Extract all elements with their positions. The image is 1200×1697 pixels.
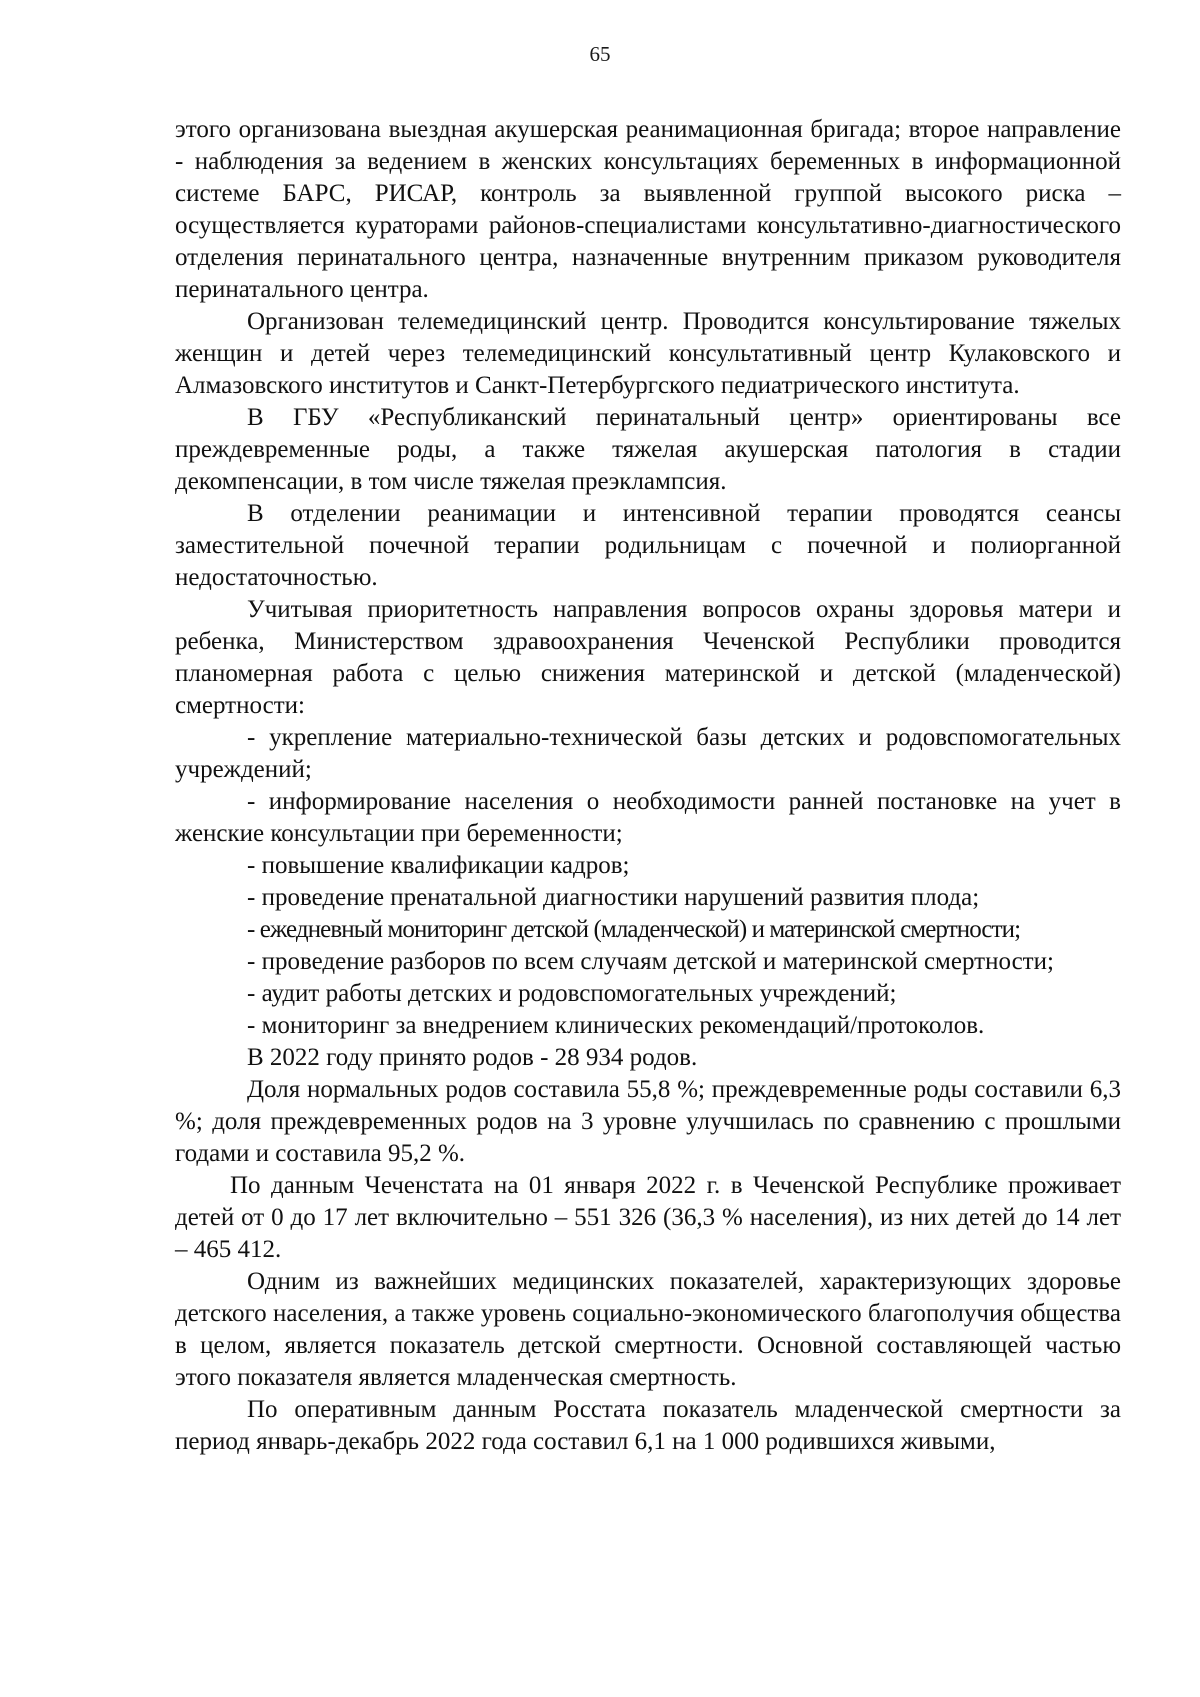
measure-item: - информирование населения о необходимости ранней постановке на учет в женские консультации при беременности; [175, 788, 1121, 847]
measure-item: - проведение пренатальной диагностики нарушений развития плода; [247, 884, 980, 911]
measure-item: - аудит работы детских и родовспомогательных учреждений; [247, 980, 897, 1007]
paragraph-infant-mortality: По оперативным данным Росстата показатель младенческой смертности за период январь-декабрь 2022 года составил 6,1 на 1 000 родившихся живыми, [175, 1396, 1121, 1455]
document-body [175, 114, 1121, 1458]
measure-item: - мониторинг за внедрением клинических рекомендаций/протоколов. [247, 1012, 985, 1039]
paragraph-child-population: По данным Чеченстата на 01 января 2022 г. в Чеченской Республике проживает детей от 0 до 17 лет включительно – 551 326 (36,3 % населения), из них детей до 14 лет – 465 412. [175, 1172, 1121, 1263]
paragraph-continued: этого организована выездная акушерская реанимационная бригада; второе направление - наблюдения за ведением в женских консультациях беременных в информационной системе БАРС, РИСАР, контроль за выявленной группой высокого риска – осуществляется кураторами районов-специалистами консультативно-диагностического отделения перинатального центра, назначенные внутренним приказом руководителя перинатального центра. [175, 116, 1121, 303]
paragraph-priority-work: Учитывая приоритетность направления вопросов охраны здоровья матери и ребенка, Министерством здравоохранения Чеченской Республики проводится планомерная работа с целью снижения материнской и детской (младенческой) смертности: [175, 596, 1121, 719]
measure-item: - повышение квалификации кадров; [247, 852, 630, 879]
paragraph-normal-births-share: Доля нормальных родов составила 55,8 %; преждевременные роды составили 6,3 %; доля преждевременных родов на 3 уровне улучшилась по сравнению с прошлыми годами и составила 95,2 %. [175, 1076, 1121, 1167]
measure-item: - укрепление материально-технической базы детских и родовспомогательных учреждений; [175, 724, 1121, 783]
page-number: 65 [589, 42, 611, 66]
paragraph-intensive-care: В отделении реанимации и интенсивной терапии проводятся сеансы заместительной почечной терапии родильницам с почечной и полиорганной недостаточностью. [175, 500, 1121, 591]
measure-item: - ежедневный мониторинг детской (младенческой) и материнской смертности; [247, 916, 1021, 943]
paragraph-births-2022: В 2022 году принято родов - 28 934 родов. [247, 1044, 698, 1071]
paragraph-telemedicine: Организован телемедицинский центр. Проводится консультирование тяжелых женщин и детей через телемедицинский консультативный центр Кулаковского и Алмазовского институтов и Санкт-Петербургского педиатрического института. [175, 308, 1121, 399]
paragraph-perinatal-center: В ГБУ «Республиканский перинатальный центр» ориентированы все преждевременные роды, а также тяжелая акушерская патология в стадии декомпенсации, в том числе тяжелая преэклампсия. [175, 404, 1121, 495]
measure-item: - проведение разборов по всем случаям детской и материнской смертности; [247, 948, 1054, 975]
paragraph-child-mortality: Одним из важнейших медицинских показателей, характеризующих здоровье детского населения, а также уровень социально-экономического благополучия общества в целом, является показатель детской смертности. Основной составляющей частью этого показателя является младенческая смертность. [175, 1268, 1121, 1391]
